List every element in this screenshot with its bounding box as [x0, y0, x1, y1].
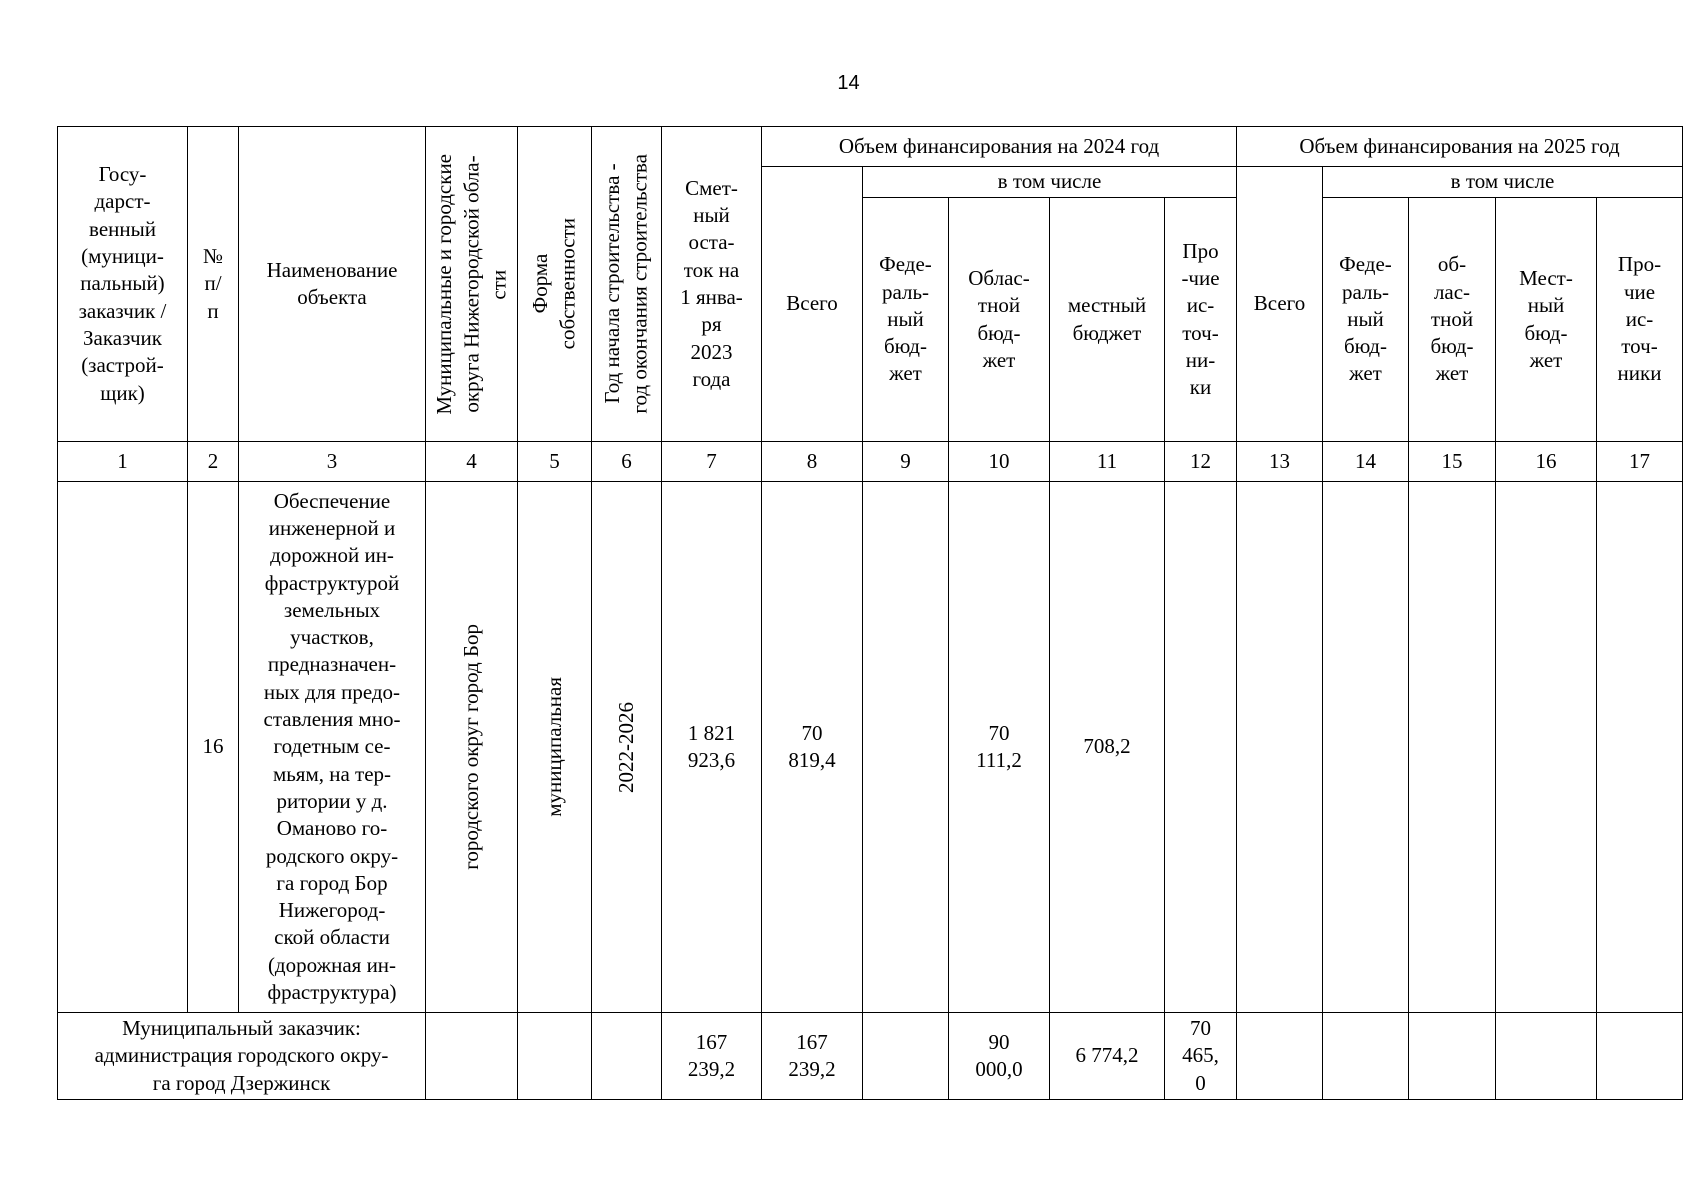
row-customer [58, 482, 188, 1013]
header-regional-2025: об- лас- тной бюд- жет [1409, 198, 1496, 442]
total-local-2025 [1496, 1013, 1597, 1100]
total-federal-2025 [1323, 1013, 1409, 1100]
row-federal-2025 [1323, 482, 1409, 1013]
row-other-2024 [1165, 482, 1237, 1013]
row-ownership-cell [518, 482, 592, 1013]
row-estimate-balance: 1 821 923,6 [662, 482, 762, 1013]
header-including-2025: в том числе [1323, 167, 1683, 198]
total-other-2024: 70 465, 0 [1165, 1013, 1237, 1100]
total-ownership [518, 1013, 592, 1100]
row-regional-2024: 70 111,2 [949, 482, 1050, 1013]
row-municipality-cell [426, 482, 518, 1013]
construction-funding-table [57, 126, 1683, 1100]
header-including-2024: в том числе [863, 167, 1237, 198]
column-number: 11 [1050, 442, 1165, 482]
column-number: 6 [592, 442, 662, 482]
row-other-2025 [1597, 482, 1683, 1013]
row-years: 2022-2026 [613, 701, 638, 793]
header-municipality-cell [426, 127, 518, 442]
row-total-2025 [1237, 482, 1323, 1013]
total-regional-2024: 90 000,0 [949, 1013, 1050, 1100]
column-number: 7 [662, 442, 762, 482]
row-federal-2024 [863, 482, 949, 1013]
total-estimate-balance: 167 239,2 [662, 1013, 762, 1100]
column-number: 4 [426, 442, 518, 482]
total-total-2024: 167 239,2 [762, 1013, 863, 1100]
row-total-2024: 70 819,4 [762, 482, 863, 1013]
header-other-2024: Про -чие ис- точ- ни- ки [1165, 198, 1237, 442]
total-municipality [426, 1013, 518, 1100]
header-years: Год начала строительства - год окончания строительства [600, 154, 652, 414]
header-local-2024: местный бюджет [1050, 198, 1165, 442]
header-funding-2025: Объем финансирования на 2025 год [1237, 127, 1683, 167]
row-ownership: муниципальная [541, 677, 566, 817]
column-numbers-row [58, 442, 1683, 482]
header-local-2025: Мест- ный бюд- жет [1496, 198, 1597, 442]
row-local-2024: 708,2 [1050, 482, 1165, 1013]
column-number: 1 [58, 442, 188, 482]
column-number: 14 [1323, 442, 1409, 482]
page-number: 14 [837, 72, 860, 94]
total-regional-2025 [1409, 1013, 1496, 1100]
total-total-2025 [1237, 1013, 1323, 1100]
column-number: 3 [239, 442, 426, 482]
total-label: Муниципальный заказчик: администрация городского окру- га город Дзержинск [58, 1013, 426, 1100]
column-number: 12 [1165, 442, 1237, 482]
header-federal-2025: Феде- раль- ный бюд- жет [1323, 198, 1409, 442]
column-number: 8 [762, 442, 863, 482]
table-row [58, 482, 1683, 1013]
total-row [58, 1013, 1683, 1100]
header-funding-2024: Объем финансирования на 2024 год [762, 127, 1237, 167]
row-regional-2025 [1409, 482, 1496, 1013]
header-object-name: Наименование объекта [239, 127, 426, 442]
header-index: № п/ п [188, 127, 239, 442]
header-municipality: Муниципальные и городские округа Нижегородской обла- сти [431, 153, 511, 415]
header-customer: Госу- дарст- венный (муници- пальный) заказчик / Заказчик (застрой- щик) [58, 127, 188, 442]
header-row-group [58, 127, 1683, 167]
row-municipality: городского округ город Бор [458, 624, 483, 870]
row-years-cell [592, 482, 662, 1013]
row-object-name: Обеспечение инженерной и дорожной ин- фраструктурой земельных участков, предназначен- ных для предо- ставления мно- годетным се- мьям, на тер- ритории у д. Оманово го- родского окру- га город Бор Нижегород- ской области (дорожная ин- фраструктура) [239, 482, 426, 1013]
row-local-2025 [1496, 482, 1597, 1013]
header-other-2025: Про- чие ис- точ- ники [1597, 198, 1683, 442]
column-number: 5 [518, 442, 592, 482]
column-number: 9 [863, 442, 949, 482]
header-ownership-cell [518, 127, 592, 442]
total-federal-2024 [863, 1013, 949, 1100]
column-number: 10 [949, 442, 1050, 482]
total-other-2025 [1597, 1013, 1683, 1100]
column-number: 17 [1597, 442, 1683, 482]
total-years [592, 1013, 662, 1100]
header-years-cell [592, 127, 662, 442]
row-index: 16 [188, 482, 239, 1013]
column-number: 16 [1496, 442, 1597, 482]
header-total-2024: Всего [762, 167, 863, 442]
header-total-2025: Всего [1237, 167, 1323, 442]
header-estimate-balance: Смет- ный оста- ток на 1 янва- ря 2023 года [662, 127, 762, 442]
column-number: 2 [188, 442, 239, 482]
header-regional-2024: Облас- тной бюд- жет [949, 198, 1050, 442]
total-local-2024: 6 774,2 [1050, 1013, 1165, 1100]
header-federal-2024: Феде- раль- ный бюд- жет [863, 198, 949, 442]
header-ownership: Форма собственности [528, 218, 580, 350]
column-number: 13 [1237, 442, 1323, 482]
column-number: 15 [1409, 442, 1496, 482]
